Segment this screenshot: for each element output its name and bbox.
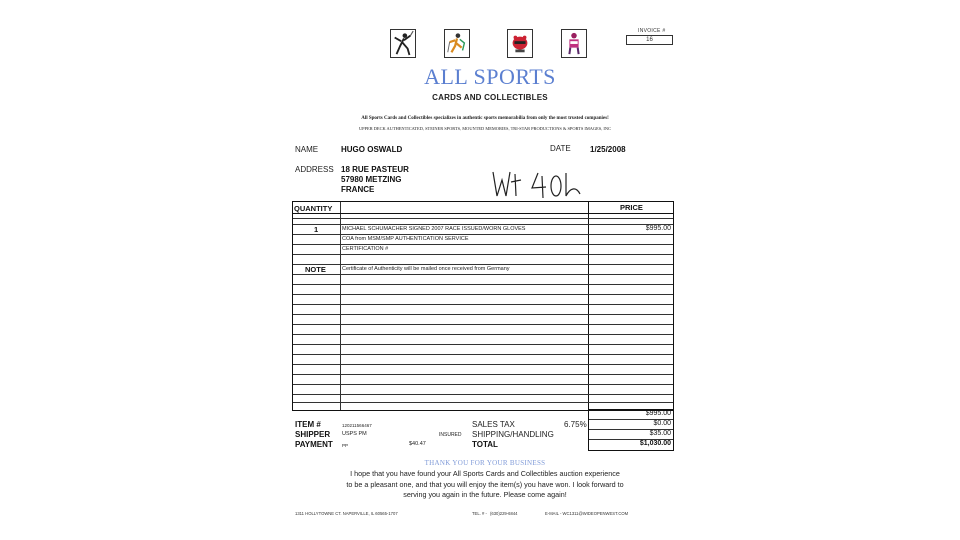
note-label: NOTE (305, 265, 326, 274)
closing-line-2: to be a pleasant one, and that you will enjoy the item(s) you have won. I look forward to (346, 479, 624, 489)
price-header: PRICE (620, 203, 643, 212)
shipper-value: USPS PM (342, 431, 367, 437)
payment-amount: $40.47 (409, 441, 426, 447)
payment-label: PAYMENT (295, 440, 333, 449)
racing-helmet-logo-icon (507, 29, 533, 58)
shipper-label: SHIPPER (295, 430, 331, 439)
date-label: DATE (550, 144, 571, 153)
total-value: $1,030.00 (639, 440, 671, 447)
sales-tax-rate: 6.75% (564, 420, 587, 429)
customer-name: HUGO OSWALD (341, 145, 403, 154)
payment-method: PP (342, 443, 349, 448)
closing-line-3: serving you again in the future. Please come again! (403, 490, 567, 499)
item-number-label: ITEM # (295, 420, 321, 429)
invoice-date: 1/25/2008 (590, 145, 626, 154)
insured-label: INSURED (439, 432, 462, 438)
brand-title: ALL SPORTS (424, 64, 556, 89)
footer-telephone: (630)229-6844 (490, 511, 518, 516)
item-description-line-3: CERTIFICATION # (342, 246, 389, 252)
closing-message (320, 469, 650, 501)
item-quantity: 1 (314, 225, 319, 234)
item-description-line-2: COA from MSM/SMP AUTHENTICATION SERVICE (342, 236, 469, 242)
closing-line-1: I hope that you have found your All Sports Cards and Collectibles auction experience (350, 469, 620, 478)
sales-tax-value: $0.00 (653, 420, 671, 427)
address-line-3: FRANCE (341, 185, 375, 194)
name-label: NAME (295, 145, 319, 154)
invoice-number-label: INVOICE # (638, 28, 666, 34)
item-description-line-1: MICHAEL SCHUMACHER SIGNED 2007 RACE ISSUED/WORN GLOVES (342, 226, 526, 232)
totals-box (588, 409, 674, 451)
football-player-logo-icon (561, 29, 587, 58)
footer-tel-label: TEL. # - (472, 511, 487, 516)
shipping-value: $35.00 (649, 430, 671, 437)
brand-subtitle: CARDS AND COLLECTIBLES (432, 93, 548, 102)
item-number: 120211566467 (342, 423, 372, 428)
total-label: TOTAL (472, 440, 498, 449)
quantity-header: QUANTITY (294, 204, 333, 213)
item-price: $995.00 (645, 225, 671, 232)
note-text: Certificate of Authenticity will be mailed once received from Germany (342, 266, 510, 272)
invoice-number-field: 16 (626, 35, 673, 45)
address-label: ADDRESS (295, 165, 334, 174)
footer-email: E-MAIL - WC1311@WIDEOPENWEST.COM (545, 511, 629, 516)
items-table (292, 201, 674, 411)
address-line-2: 57980 METZING (341, 175, 402, 184)
company-tagline: All Sports Cards and Collectibles specializes in authentic sports memorabilia from only the most trusted companies! (361, 116, 609, 121)
sales-tax-label: SALES TAX (472, 420, 515, 429)
address-line-1: 18 RUE PASTEUR (341, 165, 409, 174)
footer-address: 1311 HOLLYTOWNE CT. NAPERVILLE, IL 60565-1707 (295, 511, 398, 516)
subtotal-value: $995.00 (645, 410, 671, 417)
shipping-label: SHIPPING/HANDLING (472, 430, 554, 439)
hockey-player-logo-icon (444, 29, 470, 58)
baseball-player-logo-icon (390, 29, 416, 58)
partner-companies: UPPER DECK AUTHENTICATED, STEINER SPORTS, MOUNTED MEMORIES, TRI-STAR PRODUCTIONS & SPORTS IMAGES, INC (358, 126, 611, 131)
thank-you-heading: THANK YOU FOR YOUR BUSINESS (424, 459, 546, 467)
